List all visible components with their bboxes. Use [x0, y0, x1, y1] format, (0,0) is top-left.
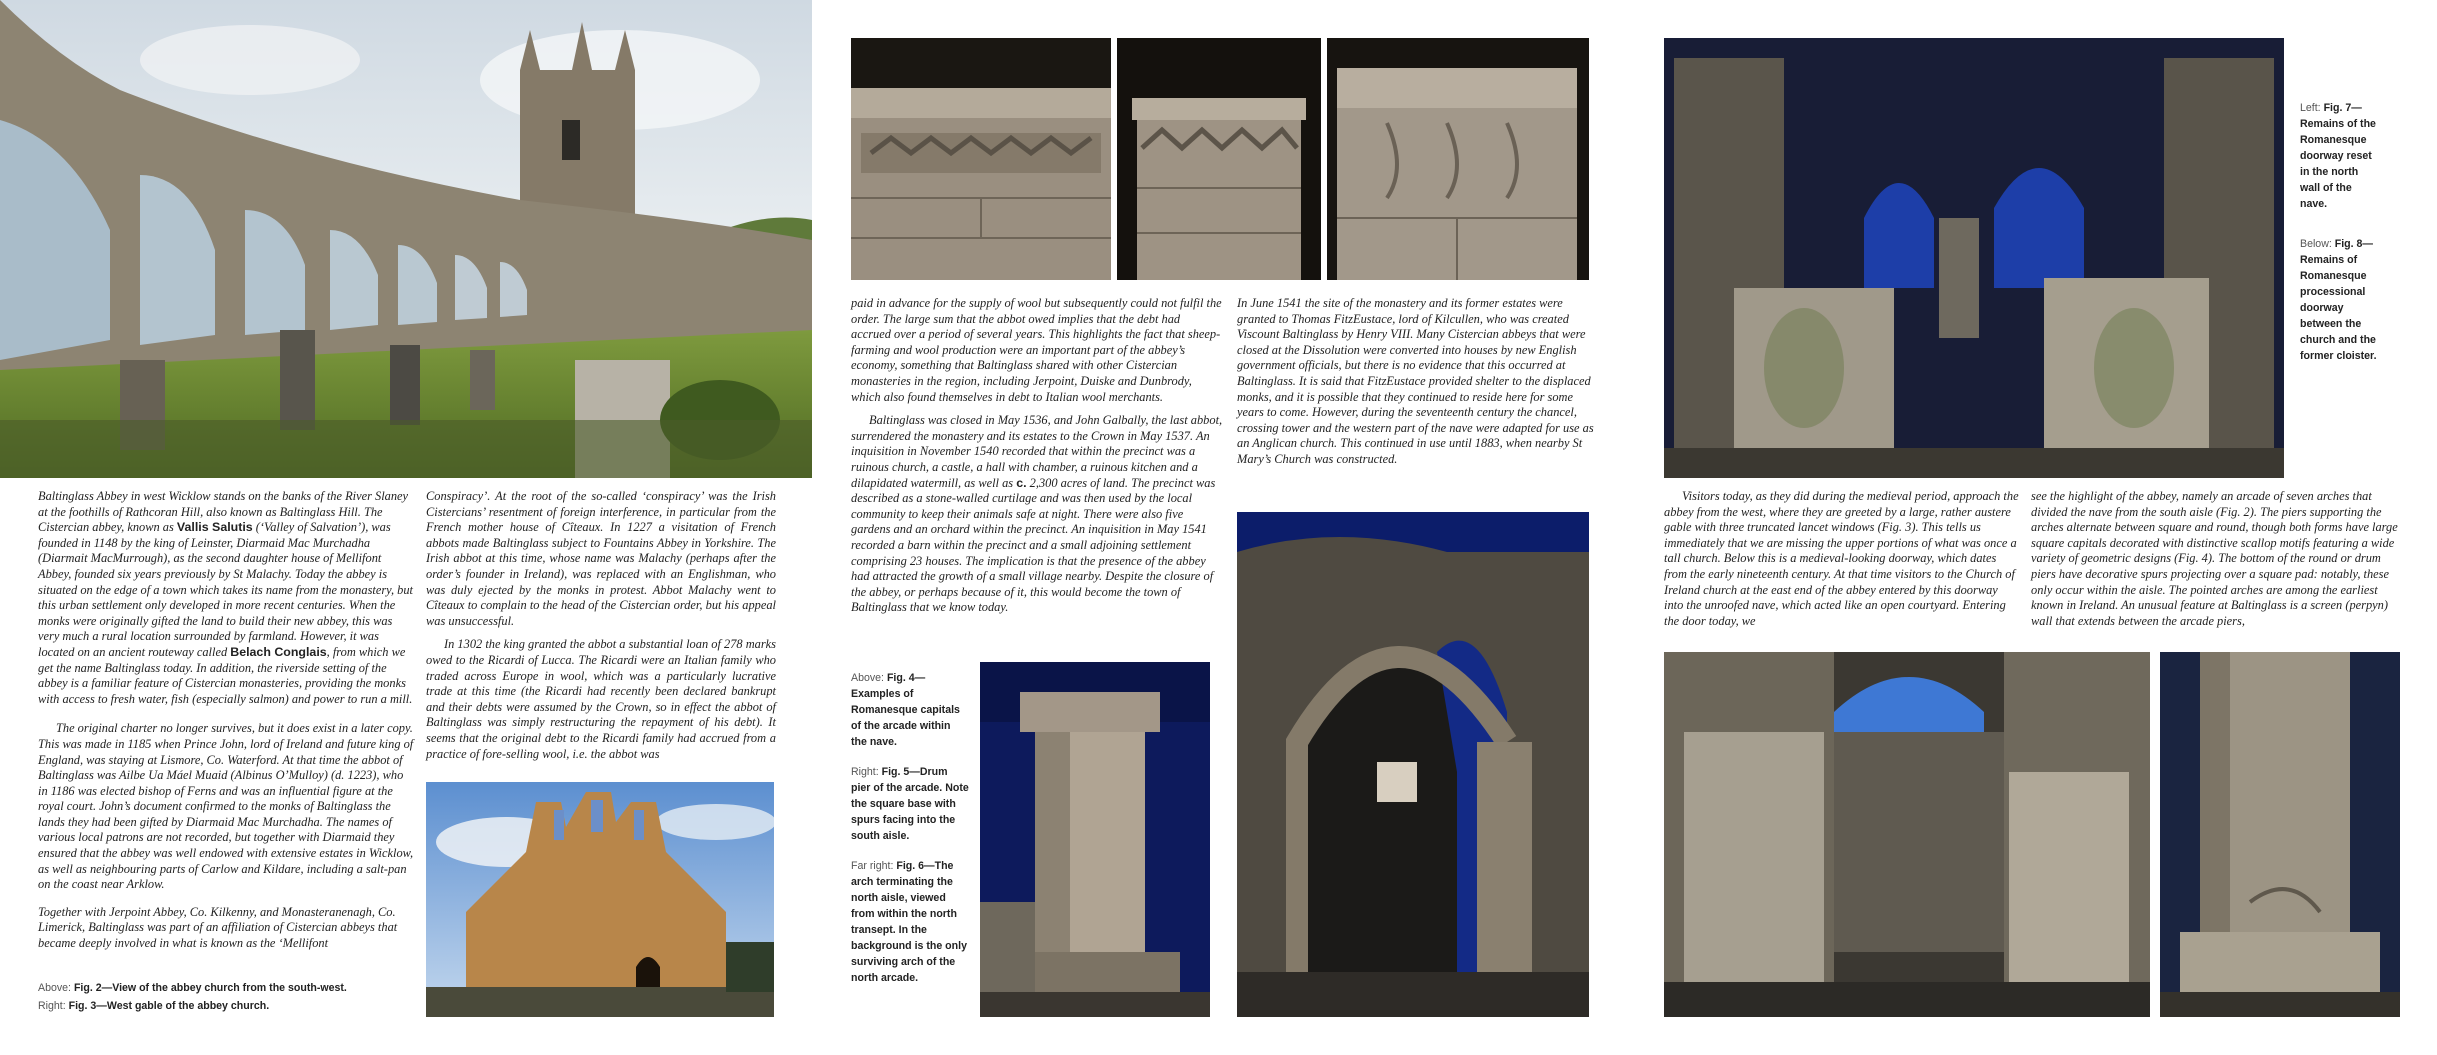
- page3-column-1: [1664, 489, 2020, 637]
- page1-column-2: [426, 489, 776, 770]
- page1-column-1: [38, 489, 414, 960]
- page3-col2-paragraph-1: see the highlight of the abbey, namely an arcade of seven arches that divided the nave from the south aisle (Fig. 2). The piers supporting the arches alternate between square and round, though both forms have large square capitals decorated with distinctive scallop motifs featuring a wide variety of geometric designs (Fig. 4). The bottom of the round or drum piers have decorative spurs projecting over a square pad: notably, these only occur within the aisle. The pointed arches are among the earliest known in Ireland. An unusual feature at Baltinglass is a screen (perpyn) wall that extends between the arcade piers,: [2031, 489, 2398, 628]
- caption-text: Fig. 7—Remains of the Romanesque doorway reset in the north wall of the nave.: [2300, 102, 2376, 210]
- caption-lead: Far right:: [851, 860, 897, 872]
- page1-paragraph-3: Together with Jerpoint Abbey, Co. Kilkenny, and Monasteranenagh, Co. Limerick, Baltinglass was part of an affiliation of Cistercian abbeys that became deeply involved in what is known as the ‘Mellifont: [38, 904, 398, 951]
- fig4-photo-capital-3: [1327, 38, 1589, 280]
- page1-paragraph-1: [38, 489, 414, 707]
- page2-col2-paragraph-1: In June 1541 the site of the monastery and its former estates were granted to Thomas FitzEustace, lord of Kilcullen, who was created Viscount Baltinglass by Henry VIII. Many Cistercian abbeys that were closed at the Dissolution were converted into houses by new English government officials, but there is no evidence that this occurred at Baltinglass. It is said that FitzEustace provided shelter to the displaced monks, and it is possible that they continued to reside here for some years to come. However, during the seventeenth century the chancel, crossing tower and the western part of the nave were adapted for use as an Anglican church. This continued in use until 1883, when nearby St Mary’s Church was constructed.: [1237, 296, 1594, 466]
- fig8-photo-doorway-detail: [2160, 652, 2400, 1017]
- fig7-photo-romanesque-doorway: [1664, 38, 2284, 478]
- caption-lead: Right:: [851, 766, 882, 778]
- caption-text: Fig. 3—West gable of the abbey church.: [68, 1000, 270, 1012]
- caption-text: Fig. 5—Drum pier of the arcade. Note the square base with spurs facing into the south aisle.: [851, 766, 969, 842]
- page3-captions: [2300, 100, 2380, 378]
- caption-lead: Left:: [2300, 102, 2324, 114]
- page2-paragraph-2: [851, 413, 1223, 616]
- caption-lead: Below:: [2300, 238, 2335, 250]
- irish-name-belach-conglais: Belach Conglais: [230, 644, 327, 659]
- text-run: (‘Valley of Salvation’), was founded in 1148 by the king of Leinster, Diarmaid Mac Murchadha (Diarmait MacMurrough), as the second daughter house of Mellifont Abbey, founded six years previously by St Malachy. Today the abbey is situated on the edge of a town which takes its name from the monastery, but this urban settlement only developed in more recent centuries. When the monks were originally gifted the land to build their new abbey, this was very much a rural location surrounded by farmland. However, it was located on an ancient routeway called: [38, 520, 414, 659]
- page2-paragraph-1: paid in advance for the supply of wool but subsequently could not fulfil the order. The large sum that the abbot owed implies that the debt had accrued over a period of several years. This highlights the fact that sheep-farming and wool production were an important part of the abbey’s economy, something that Baltinglass shared with other Cistercian monasteries in the region, including Jerpoint, Duiske and Dunbrody, which also found themselves in debt to Italian wool merchants.: [851, 296, 1222, 404]
- fig2-photo-abbey-arcade: [0, 0, 812, 478]
- page3-column-2: [2031, 489, 2401, 637]
- text-run: , from which we get the name Baltinglass today. In addition, the riverside setting of the abbey is a familiar feature of Cistercian monasteries, providing the monks with access to fresh water, fish (especially salmon) and power to run a mill.: [38, 644, 413, 706]
- caption-lead: Above:: [38, 982, 74, 994]
- page2-column-1: [851, 296, 1223, 624]
- caption-text: Fig. 6—The arch terminating the north aisle, viewed from within the north transept. In the background is the only surviving arch of the north arcade.: [851, 860, 967, 984]
- fig6-photo-north-aisle-arch: [1237, 512, 1589, 1017]
- caption-lead: Above:: [851, 672, 887, 684]
- caption-fig6: [851, 858, 969, 986]
- fig3-photo-west-gable: [426, 782, 774, 1017]
- circa-abbrev: c.: [1016, 475, 1027, 490]
- caption-text: Fig. 2—View of the abbey church from the south-west.: [73, 982, 347, 994]
- page3-paragraph-1: Visitors today, as they did during the medieval period, approach the abbey from the west, where they are greeted by a large, rather austere gable with three truncated lancet windows (Fig. 3). This tells us immediately that we are missing the upper portions of what was once a tall church. Below this is a medieval-looking doorway, which dates from the early nineteenth century. At that time visitors to the Church of Ireland church at the east end of the abbey entered by this doorway into the unroofed nave, which acted like an open courtyard. Entering the door today, we: [1664, 489, 2019, 628]
- text-run: Baltinglass was closed in May 1536, and John Galbally, the last abbot, surrendered the monastery and its estates to the Crown in May 1537. An inquisition in November 1540 recorded that within the precinct was a ruinous church, a castle, a hall with chamber, a ruinous kitchen and a dilapidated watermill, as well as: [851, 413, 1223, 490]
- caption-text: Fig. 8—Remains of Romanesque processional doorway between the church and the former cloister.: [2300, 238, 2377, 362]
- caption-fig8: [2300, 236, 2380, 364]
- caption-lead: Right:: [38, 1000, 69, 1012]
- caption-fig4: [851, 670, 969, 750]
- page1-captions: [38, 980, 414, 1014]
- caption-fig7: [2300, 100, 2380, 212]
- page2-column-2: [1237, 296, 1595, 476]
- page2-captions: [851, 670, 969, 1000]
- fig5-photo-drum-pier: [980, 662, 1210, 1017]
- caption-fig2: [38, 980, 414, 996]
- page1-col2-paragraph-1: Conspiracy’. At the root of the so-called ‘conspiracy’ was the Irish Cistercians’ resentment of foreign interference, in particular from the French mother house of Cîteaux. In 1227 a visitation of French abbots made Baltinglass subject to Fountains Abbey in Yorkshire. The Irish abbot at this time, whose name was Malachy (perhaps after the order’s founder in Ireland), was replaced with an Englishman, who was duly ejected by the monks in protest. Abbot Malachy went to Cîteaux to complain to the head of the Cistercian order, but his appeal was unsuccessful.: [426, 489, 776, 628]
- page1-paragraph-2: The original charter no longer survives, but it does exist in a later copy. This was made in 1185 when Prince John, lord of Ireland and future king of England, was staying at Lismore, Co. Waterford. At that time the abbot of Baltinglass was Ailbe Ua Máel Muaid (Albinus O’Mulloy) (d. 1223), who in 1186 was elected bishop of Ferns and was an influential figure at the royal court. John’s document confirmed to the monks of Baltinglass the lands they had been gifted by Diarmaid Mac Murchadha. The names of various local patrons are not recorded, but together with Diarmaid they ensured that the abbey was well endowed with extensive estates in Wicklow, as well as neighbouring parts of Carlow and Kildare, including a salt-pan on the coast near Arklow.: [38, 721, 414, 892]
- fig8-photo-processional-doorway: [1664, 652, 2150, 1017]
- caption-fig3: [38, 998, 414, 1014]
- fig4-photo-capital-1: [851, 38, 1111, 280]
- fig4-photo-capital-2: [1117, 38, 1321, 280]
- page1-col2-paragraph-2: In 1302 the king granted the abbot a substantial loan of 278 marks owed to the Ricardi of Lucca. The Ricardi were an Italian family who traded across Europe in wool, which was a particularly lucrative trade at this time (the Ricardi had recently been declared bankrupt and their debts were assumed by the Crown, so in effect the abbot of Baltinglass was simply restructuring the repayment of his debt). It seems that the original debt to the Ricardi family had accrued from a practice of fore-selling wool, i.e. the abbot was: [426, 637, 776, 761]
- caption-fig5: [851, 764, 969, 844]
- text-run: Baltinglass Abbey in west Wicklow stands on the banks of the River Slaney at the foothills of Rathcoran Hill, also known as Baltinglass Hill. The Cistercian abbey, known as: [38, 489, 409, 535]
- text-run: 2,300 acres of land. The precinct was described as a stone-walled curtilage and was then used by the local community to keep their animals safe at night. There were also five gardens and an orchard within the precinct. An inquisition in May 1541 recorded a barn within the precinct and a small adjoining settlement comprising 23 houses. The implication is that the presence of the abbey had attracted the growth of a small village nearby. Despite the closure of the abbey, or perhaps because of it, this would become the town of Baltinglass that we know today.: [851, 475, 1216, 615]
- latin-name-vallis-salutis: Vallis Salutis: [176, 520, 253, 535]
- caption-text: Fig. 4—Examples of Romanesque capitals of the arcade within the nave.: [851, 672, 960, 748]
